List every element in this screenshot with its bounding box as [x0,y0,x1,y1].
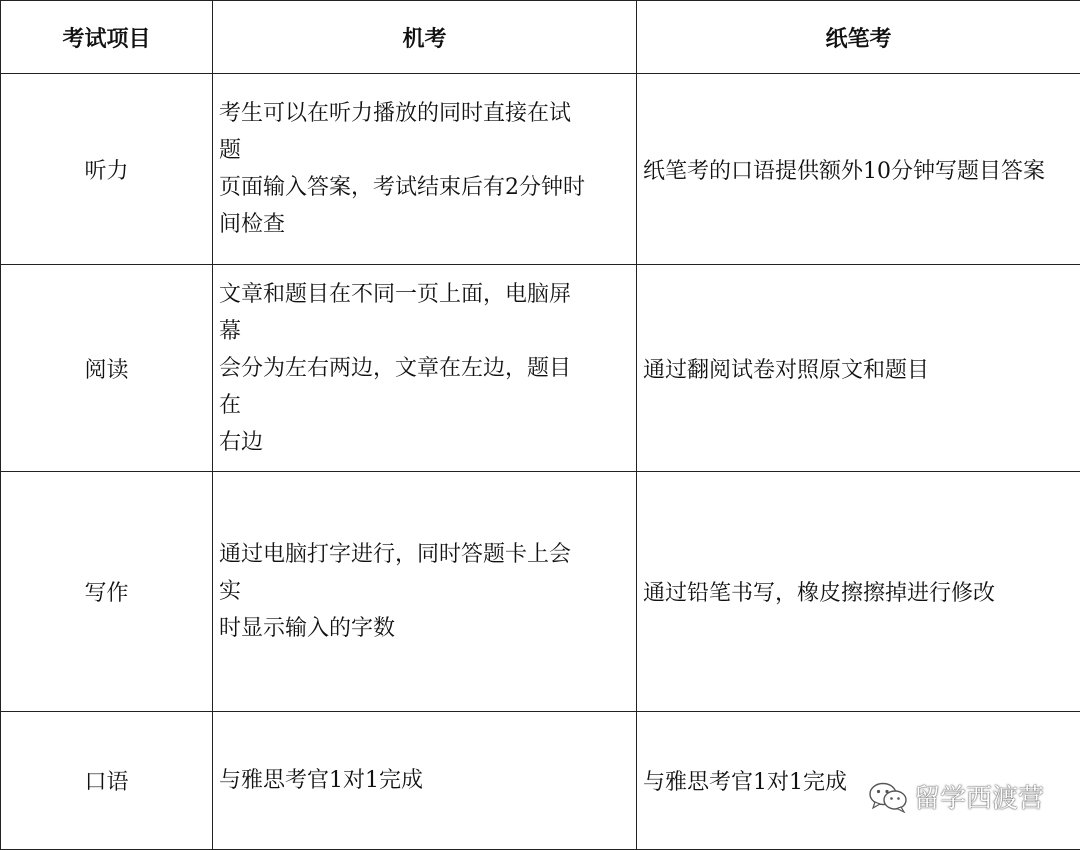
computer-text-line: 与雅思考官1对1完成 [219,762,636,799]
computer-text-line: 题 [219,132,636,169]
item-cell: 阅读 [1,265,213,472]
computer-text-line: 间检查 [219,206,636,243]
computer-text-line: 考生可以在听力播放的同时直接在试 [219,95,636,132]
item-cell: 口语 [1,712,213,850]
computer-text-line: 实 [219,573,636,610]
paper-cell: 通过翻阅试卷对照原文和题目 [637,265,1080,472]
table-row [1,74,1080,265]
table-row [1,265,1080,472]
computer-cell [213,472,637,712]
computer-text-line: 文章和题目在不同一页上面，电脑屏 [219,276,636,313]
computer-cell [213,74,637,265]
item-cell: 听力 [1,74,213,265]
computer-text-line: 幕 [219,313,636,350]
paper-cell: 通过铅笔书写，橡皮擦擦掉进行修改 [637,472,1080,712]
computer-text-line: 在 [219,387,636,424]
paper-cell: 与雅思考官1对1完成 [637,712,1080,850]
watermark [868,778,1044,815]
paper-cell: 纸笔考的口语提供额外10分钟写题目答案 [637,74,1080,265]
header-paper: 纸笔考 [637,1,1080,74]
computer-text-line: 会分为左右两边，文章在左边，题目 [219,350,636,387]
computer-text-line: 时显示输入的字数 [219,610,636,647]
computer-text-line: 页面输入答案，考试结束后有2分钟时 [219,169,636,206]
computer-cell [213,265,637,472]
header-computer: 机考 [213,1,637,74]
item-cell: 写作 [1,472,213,712]
table-row [1,472,1080,712]
watermark-text: 留学西渡营 [914,778,1044,815]
header-row [1,1,1080,74]
computer-text-line: 通过电脑打字进行，同时答题卡上会 [219,536,636,573]
computer-cell [213,712,637,850]
computer-text-line: 右边 [219,424,636,461]
wechat-icon [868,781,908,813]
header-exam-item: 考试项目 [1,1,213,74]
